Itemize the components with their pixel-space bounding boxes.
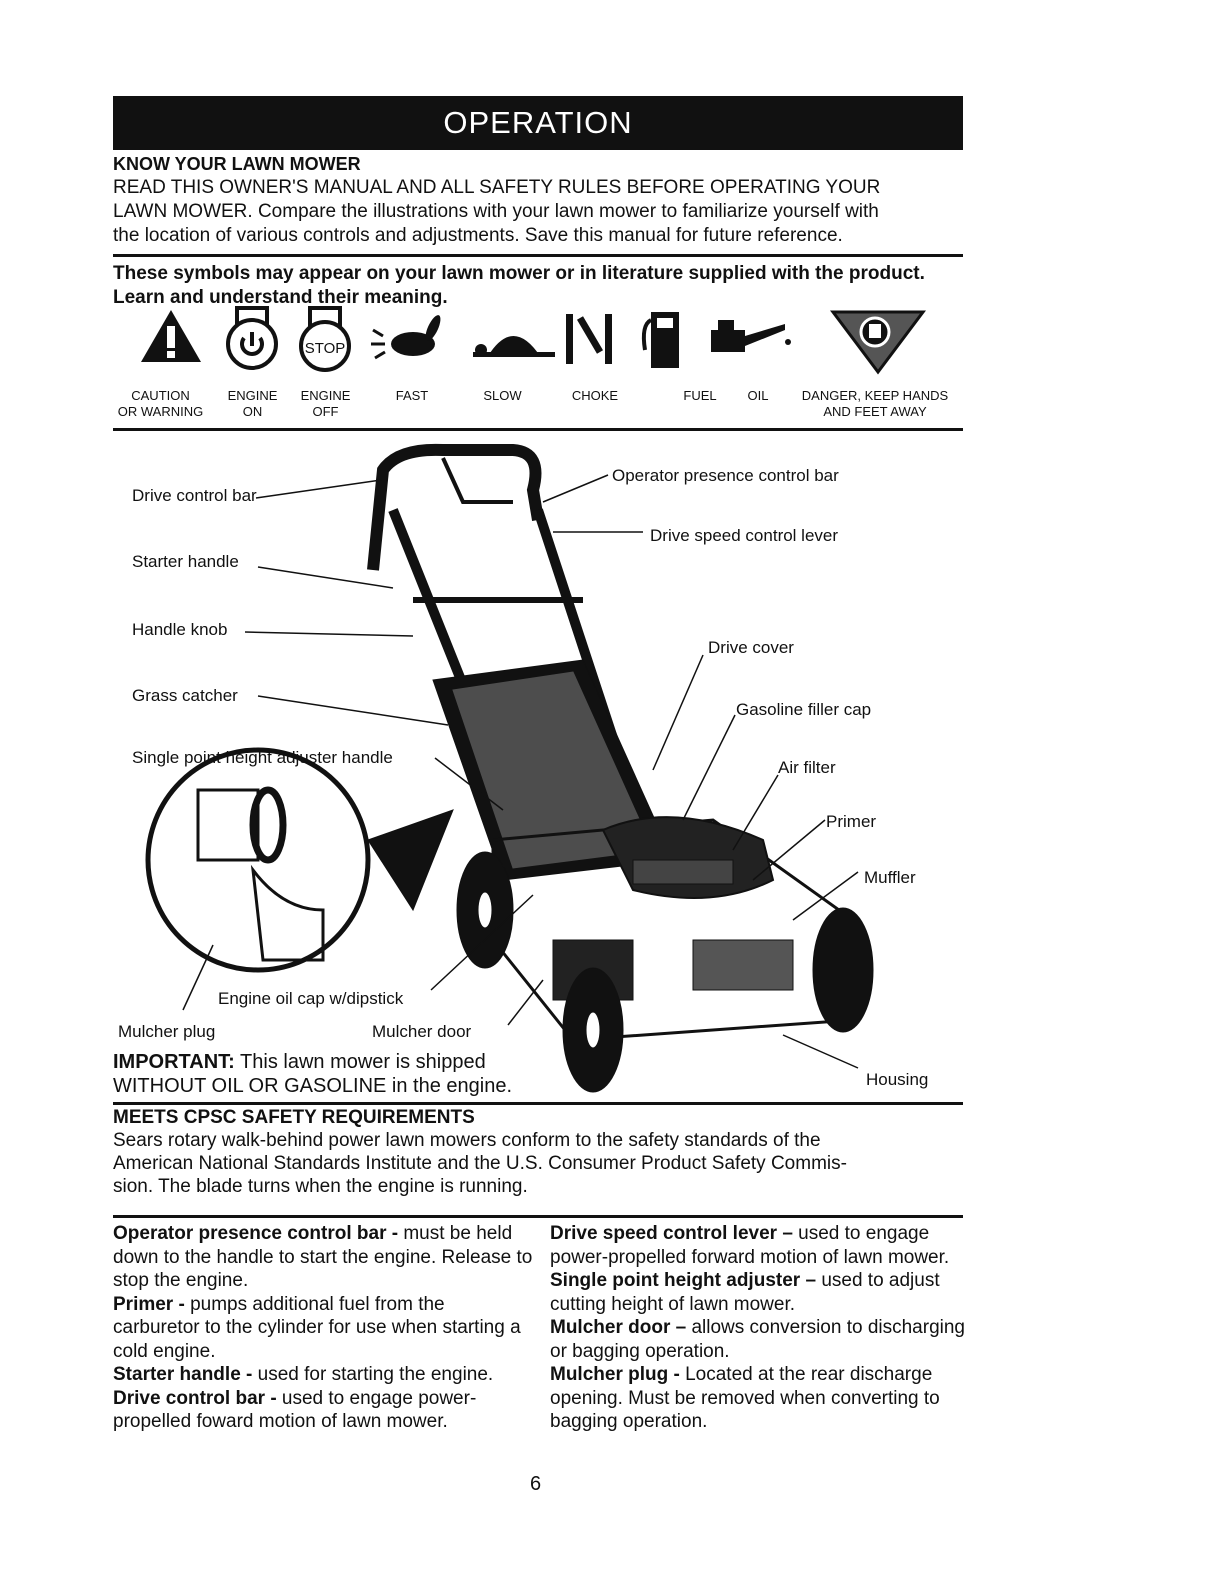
- definition-item: [113, 1387, 533, 1434]
- definition-term: Drive control bar -: [113, 1387, 282, 1409]
- fuel-pump-icon: [644, 312, 679, 368]
- symbol-sublabel: OFF: [312, 404, 339, 419]
- fast-hare-icon: [371, 313, 443, 358]
- callout-drive-control-bar: Drive control bar: [132, 486, 257, 505]
- symbols-header-line-2: Learn and understand their meaning.: [113, 287, 448, 308]
- symbol-label: ENGINE: [300, 388, 351, 403]
- definition-text: used for starting the engine.: [257, 1364, 494, 1385]
- callout-muffler: Muffler: [864, 868, 916, 887]
- divider: [113, 1215, 963, 1218]
- definition-text: used to engage power-propelled forward motion of lawn mower.: [550, 1223, 950, 1268]
- section-banner: OPERATION: [113, 96, 963, 150]
- symbol-label: ENGINE: [227, 388, 278, 403]
- page-number: 6: [530, 1473, 542, 1495]
- definition-item: [113, 1222, 533, 1293]
- cpsc-heading: MEETS CPSC SAFETY REQUIREMENTS: [113, 1107, 475, 1128]
- callout-handle-knob: Handle knob: [132, 620, 228, 639]
- symbol-label: CHOKE: [571, 388, 619, 403]
- definition-item: [550, 1222, 970, 1269]
- callout-gasoline-cap: Gasoline filler cap: [736, 700, 872, 719]
- definition-term: Single point height adjuster –: [550, 1270, 822, 1291]
- callout-grass-catcher: Grass catcher: [132, 686, 238, 705]
- important-text-1: This lawn mower is shipped: [234, 1051, 486, 1073]
- symbol-label: OIL: [747, 388, 769, 403]
- definition-term: Starter handle -: [113, 1364, 258, 1385]
- intro-line-1: READ THIS OWNER'S MANUAL AND ALL SAFETY RULES BEFORE OPERATING YOUR: [113, 177, 881, 198]
- definition-text: used to engage power-propelled foward motion of lawn mower.: [113, 1387, 477, 1432]
- callout-mulcher-plug: Mulcher plug: [118, 1022, 216, 1041]
- definition-item: [113, 1363, 533, 1387]
- symbol-label: FUEL: [683, 388, 717, 403]
- definition-term: Operator presence control bar -: [113, 1223, 404, 1244]
- cpsc-line-1: Sears rotary walk-behind power lawn mowers conform to the safety standards of the: [113, 1130, 821, 1151]
- definitions-left: [113, 1222, 533, 1434]
- symbol-sublabel: OR WARNING: [117, 404, 204, 419]
- intro-heading: KNOW YOUR LAWN MOWER: [113, 154, 361, 174]
- definition-term: Mulcher door –: [550, 1317, 692, 1338]
- cpsc-line-3: sion. The blade turns when the engine is running.: [113, 1176, 528, 1197]
- definition-text: pumps additional fuel from the carburetor to the cylinder for use when starting a cold engine.: [113, 1293, 521, 1362]
- callout-height-adjuster: Single point height adjuster handle: [132, 748, 393, 767]
- svg-text:STOP: STOP: [304, 340, 346, 357]
- symbol-sublabel: AND FEET AWAY: [823, 404, 927, 419]
- important-label: IMPORTANT:: [113, 1051, 235, 1073]
- symbols-row: [113, 300, 973, 390]
- callout-starter-handle: Starter handle: [132, 552, 239, 571]
- definition-text: Located at the rear discharge opening. Must be removed when converting to bagging operation.: [550, 1364, 940, 1432]
- definition-term: Primer -: [113, 1293, 191, 1315]
- callout-drive-cover: Drive cover: [708, 638, 794, 657]
- important-text-2: WITHOUT OIL OR GASOLINE in the engine.: [113, 1075, 513, 1097]
- divider: [113, 428, 963, 431]
- danger-hand-icon: [833, 312, 923, 372]
- callout-operator-presence: Operator presence control bar: [612, 466, 839, 485]
- definition-item: [113, 1293, 533, 1364]
- definition-term: Drive speed control lever –: [550, 1223, 799, 1244]
- symbols-header-line-1: These symbols may appear on your lawn mower or in literature supplied with the product.: [113, 263, 925, 284]
- divider: [113, 254, 963, 257]
- engine-off-icon: [301, 308, 349, 370]
- definition-term: Mulcher plug -: [550, 1364, 686, 1385]
- definition-text: must be held down to the handle to start the engine. Release to stop the engine.: [113, 1223, 533, 1291]
- symbol-label: SLOW: [483, 388, 522, 403]
- divider: [113, 1102, 963, 1105]
- callout-engine-oil-cap: Engine oil cap w/dipstick: [218, 989, 404, 1008]
- callout-drive-speed: Drive speed control lever: [650, 526, 839, 545]
- definition-text: used to adjust cutting height of lawn mower.: [550, 1270, 940, 1315]
- cpsc-line-2: American National Standards Institute and the U.S. Consumer Product Safety Commis-: [113, 1153, 847, 1174]
- callout-mulcher-door: Mulcher door: [372, 1022, 472, 1041]
- intro-line-2: LAWN MOWER. Compare the illustrations with your lawn mower to familiarize yourself with: [113, 201, 879, 222]
- cpsc-block: [113, 1106, 973, 1198]
- symbol-label: DANGER, KEEP HANDS: [801, 388, 949, 403]
- choke-icon: [566, 314, 612, 364]
- callout-primer: Primer: [826, 812, 877, 831]
- important-note: [113, 1050, 512, 1098]
- intro-line-3: the location of various controls and adjustments. Save this manual for future reference.: [113, 225, 843, 246]
- callout-air-filter: Air filter: [778, 758, 836, 777]
- definition-item: [550, 1316, 970, 1363]
- engine-on-icon: [228, 308, 276, 368]
- caution-warning-icon: [141, 310, 201, 362]
- symbol-label: FAST: [395, 388, 429, 403]
- symbol-label: CAUTION: [131, 388, 190, 403]
- definition-text: allows conversion to discharging or bagging operation.: [550, 1317, 966, 1362]
- definitions-right: [550, 1222, 970, 1434]
- symbol-sublabel: ON: [242, 404, 263, 419]
- intro-block: [113, 152, 973, 248]
- definition-item: [550, 1269, 970, 1316]
- slow-turtle-icon: [473, 336, 555, 357]
- callout-housing: Housing: [866, 1070, 929, 1089]
- definition-item: [550, 1363, 970, 1434]
- oil-can-icon: [711, 320, 791, 352]
